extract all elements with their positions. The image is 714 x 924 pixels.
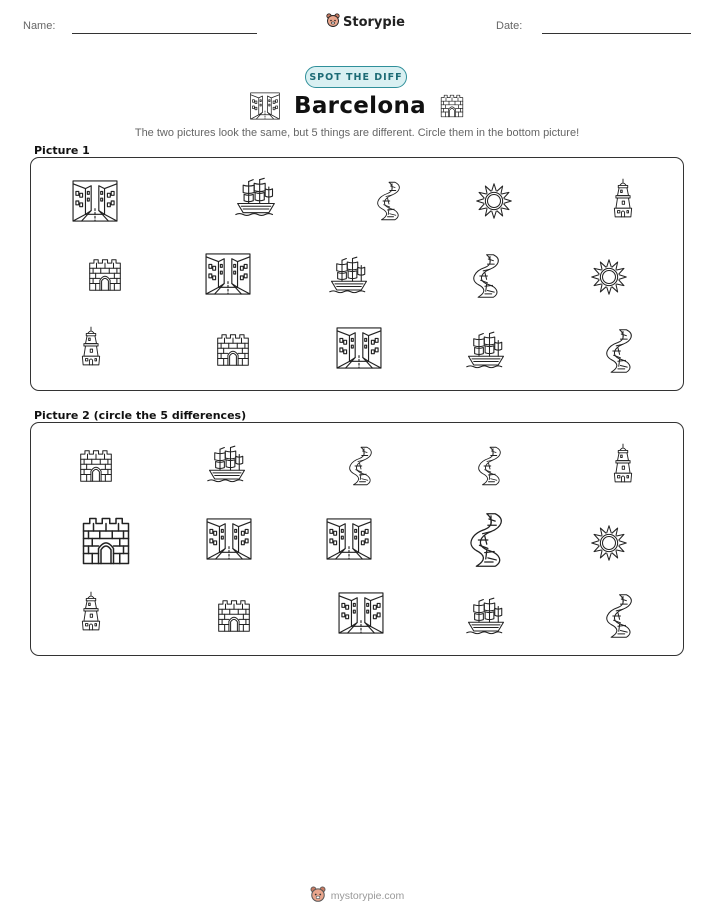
- path-icon[interactable]: [478, 443, 508, 489]
- name-line[interactable]: [72, 33, 257, 34]
- tower-icon[interactable]: [612, 439, 634, 487]
- ship-icon[interactable]: [206, 444, 248, 486]
- picture1-label: Picture 1: [34, 144, 90, 157]
- street-icon[interactable]: [205, 253, 251, 295]
- street-icon[interactable]: [336, 327, 382, 369]
- castle-icon[interactable]: [79, 448, 113, 484]
- path-icon[interactable]: [606, 328, 640, 374]
- path-icon[interactable]: [606, 593, 640, 639]
- brand-name: Storypie: [343, 15, 405, 30]
- name-label: Name:: [23, 20, 56, 32]
- castle-icon[interactable]: [216, 332, 250, 368]
- sun-icon[interactable]: [590, 258, 628, 296]
- path-icon[interactable]: [349, 443, 379, 489]
- path-icon[interactable]: [377, 178, 407, 224]
- date-line[interactable]: [542, 33, 691, 34]
- bear-icon: [326, 13, 340, 32]
- instructions: The two pictures look the same, but 5 things are different. Circle them in the bottom picture!: [134, 127, 580, 139]
- tower-icon[interactable]: [80, 587, 102, 635]
- footer-url[interactable]: mystorypie.com: [330, 890, 405, 902]
- street-icon[interactable]: [72, 180, 118, 222]
- title-row: [0, 92, 714, 120]
- brand-logo: [326, 13, 405, 32]
- picture2-panel[interactable]: [30, 422, 684, 656]
- sun-icon[interactable]: [475, 182, 513, 220]
- page-title: Barcelona: [294, 93, 426, 119]
- ship-icon[interactable]: [328, 255, 370, 297]
- street-icon[interactable]: [338, 592, 384, 634]
- castle-icon[interactable]: [81, 515, 131, 567]
- street-icon[interactable]: [326, 518, 372, 560]
- castle-icon[interactable]: [217, 598, 251, 634]
- ship-icon[interactable]: [234, 177, 278, 219]
- bear-icon: [310, 886, 326, 906]
- date-label: Date:: [496, 20, 523, 32]
- picture2-label: Picture 2 (circle the 5 differences): [34, 409, 247, 422]
- castle-icon: [440, 94, 464, 118]
- tower-icon[interactable]: [612, 174, 634, 222]
- spot-the-diff-badge: SPOT THE DIFF: [305, 66, 407, 88]
- street-icon: [250, 92, 280, 120]
- path-icon[interactable]: [473, 253, 507, 299]
- castle-icon[interactable]: [88, 257, 122, 293]
- footer: [0, 886, 714, 906]
- picture1-panel[interactable]: [30, 157, 684, 391]
- ship-icon[interactable]: [465, 597, 507, 637]
- street-icon[interactable]: [206, 518, 252, 560]
- ship-icon[interactable]: [465, 331, 507, 371]
- path-icon[interactable]: [470, 506, 512, 574]
- tower-icon[interactable]: [80, 322, 102, 370]
- sun-icon[interactable]: [590, 524, 628, 562]
